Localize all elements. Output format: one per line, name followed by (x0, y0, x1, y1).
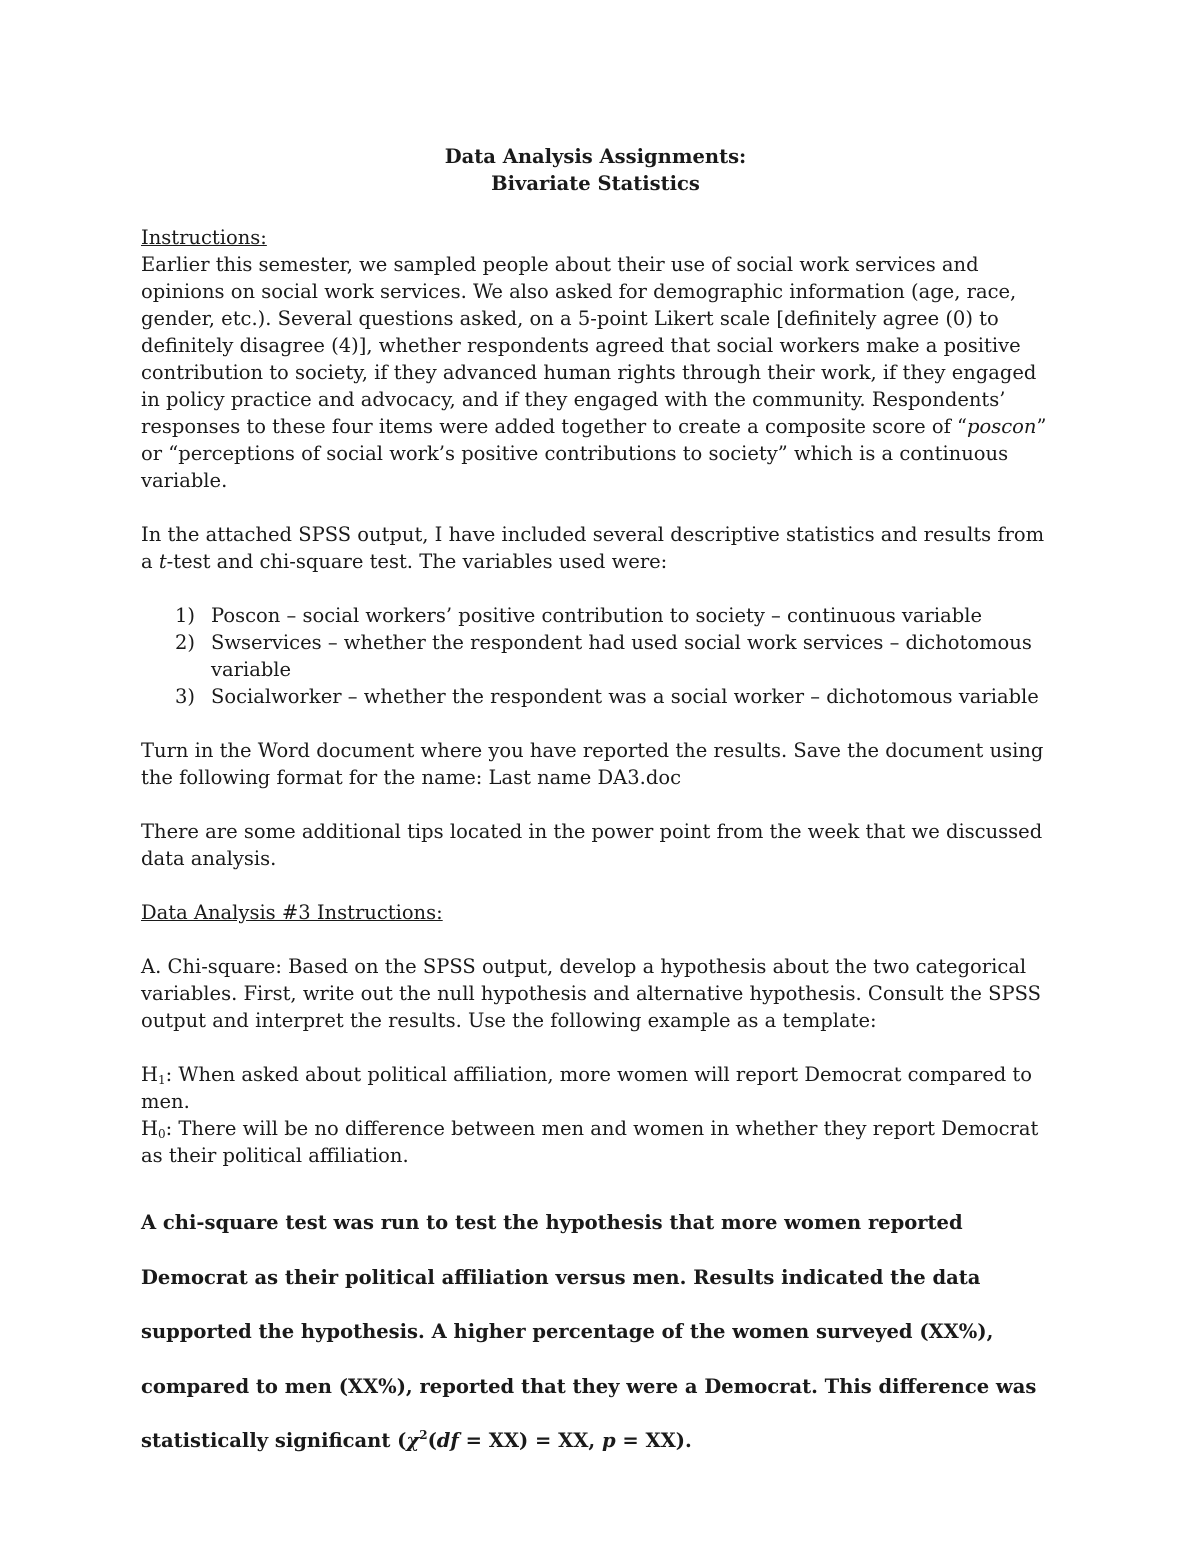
df-italic: df (436, 1429, 459, 1452)
list-number: 3) (175, 685, 196, 708)
tips-paragraph: There are some additional tips located in the power point from the week that we discussed data analysis. (141, 820, 1043, 870)
list-text: Poscon – social workers’ positive contribution to society – continuous variable (211, 604, 982, 627)
answer-end: = XX). (615, 1429, 692, 1452)
list-item (175, 629, 1050, 683)
document-subtitle: Bivariate Statistics (491, 172, 700, 195)
para2-end: -test and chi-square test. The variables used were: (166, 550, 668, 573)
list-item (175, 683, 1050, 710)
chi-superscript: 2 (419, 1428, 428, 1442)
answer-text: A chi-square test was run to test the hypothesis that more women reported Democrat as their political affiliation versus men. Results indicated the data supported the hypothesis. A higher percentage of the women surveyed (XX%), compared to men (XX%), reported that they were a Democrat. This difference was statistically significant ( (141, 1211, 1037, 1452)
answer-paren: ( (427, 1429, 437, 1452)
instructions-heading: Instructions: (141, 226, 267, 249)
h0-subscript: 0 (158, 1127, 166, 1141)
h1-label: H (141, 1063, 159, 1086)
h1-text: : When asked about political affiliation, more women will report Democrat compared to men. (141, 1063, 1033, 1113)
list-number: 2) (175, 631, 196, 654)
variable-list (141, 602, 1050, 710)
list-number: 1) (175, 604, 196, 627)
poscon-term: poscon (967, 415, 1037, 438)
list-item (175, 602, 1050, 629)
chi-square-paragraph: A. Chi-square: Based on the SPSS output, develop a hypothesis about the two categorical variables. First, write out the null hypothesis and alternative hypothesis. Consult the SPSS output and interpret the results. Use the following example as a template: (141, 955, 1041, 1032)
h0-label: H (141, 1117, 159, 1140)
p-italic: p (601, 1429, 616, 1452)
title-block (141, 143, 1050, 197)
list-text: Swservices – whether the respondent had used social work services – dichotomous variable (211, 631, 1032, 681)
h0-text: : There will be no difference between men and women in whether they report Democrat as their political affiliation. (141, 1117, 1039, 1167)
hypothesis-h1 (141, 1061, 1050, 1115)
instructions-paragraph-1 (141, 251, 1050, 494)
hypothesis-h0 (141, 1115, 1050, 1169)
para1-end: ” or “perceptions of social work’s positive contributions to society” which is a continuous variable. (141, 415, 1047, 492)
t-test-italic: t (158, 550, 167, 573)
instructions-paragraph-2 (141, 521, 1050, 575)
document-title: Data Analysis Assignments: (444, 145, 747, 168)
list-text: Socialworker – whether the respondent was a social worker – dichotomous variable (211, 685, 1039, 708)
answer-mid: = XX) = XX, (458, 1429, 602, 1452)
h1-subscript: 1 (158, 1073, 166, 1087)
para1-text: Earlier this semester, we sampled people about their use of social work services and opinions on social work services. We also asked for demographic information (age, race, gender, etc.). Several questions asked, on a 5-point Likert scale [definitely agree (0) to definitely disagree (4)], whether respondents agreed that social workers make a positive contribution to society, if they advanced human rights through their work, if they engaged in policy practice and advocacy, and if they engaged with the community. Respondents’ responses to these four items were added together to create a composite score of “ (141, 253, 1037, 438)
chi-symbol: χ (406, 1429, 420, 1452)
example-answer (141, 1196, 1050, 1469)
da3-heading: Data Analysis #3 Instructions: (141, 901, 443, 924)
para2-text: In the attached SPSS output, I have included several descriptive statistics and results from a (141, 523, 1045, 573)
submission-paragraph: Turn in the Word document where you have reported the results. Save the document using the following format for the name: Last name DA3.doc (141, 739, 1044, 789)
